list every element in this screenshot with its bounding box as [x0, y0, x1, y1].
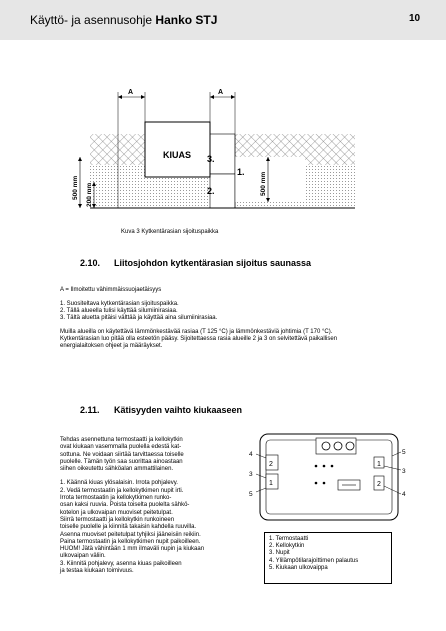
indicator-dot: [315, 465, 318, 468]
zone-2-label: 2.: [207, 186, 215, 196]
dim-500-right-label: 500 mm: [260, 171, 267, 196]
zone-1-area: [235, 157, 305, 202]
dim-a-left-label: A: [128, 89, 134, 96]
zone-1-label: 1.: [237, 167, 245, 177]
callout-3-left: 3: [249, 471, 253, 478]
section-2-11-body: Tehdas asennettuna termostaatti ja kellokytkin ovat kiukaan vasemmalla puolella edestä kat- sottuna. Ne voidaan siirtää tarvittaessa toiselle puolelle. Tämän työn saa suorittaa ainoastaan siihen oikeutettu sähköalan ammattilainen. 1. Käännä kiuas ylösalaisin. Irrota pohjalevy. 2. Vedä termostaatin ja kellokytkimen nupit irti. Irrota termostaatin ja kellokytkimen runko- osan kaksi ruuvia. Poista toiselta puolelta sähkö- kotelon ja ulkovaipan muoviset peitetulpat. Siirrä termostaatti ja kellokytkin runkoineen toiselle puolelle ja kiinnitä takaisin kahdella ruuvilla. Asenna muoviset peitetulpat tyhjiksi jääneisiin reikiin. Paina termostaatin ja kellokytkimen nupit paikoilleen. HUOM! Jätä vähintään 1 mm ilmaväli nupin ja kiukaan ulkovaipan väliin. 3. Kiinnitä pohjalevy, asenna kiuas paikoilleen ja testaa kiukaan toimivuus.: [60, 437, 205, 575]
box-label-1-left: 1: [269, 480, 273, 487]
callout-5-right: 5: [402, 449, 406, 456]
legend-item: 2. Kellokytkin: [269, 543, 305, 550]
figure-caption: Kuva 3 Kytkentärasian sijoituspaikka: [121, 229, 219, 235]
page-number: 10: [409, 13, 421, 24]
legend-item: 5. Kiukaan ulkovaippa: [269, 564, 328, 571]
dim-500-left-label: 500 mm: [72, 175, 79, 200]
section-2-10-body: A = Ilmoitettu vähimmäissuojaetäisyys 1. Suositeltava kytkentärasian sijoituspaikka. 2. Tällä alueella tulisi käyttää silumiinirasiaa. 3. Tältä aluetta pitäisi välttää ja käyttää aina silumiinirasiaa. Muilla alueilla on käytettävä lämmönkestävää rasiaa (T 125 °C) ja lämmönkestäviä johtimia (T 170 °C). Kytkentärasian luo pitää olla esteetön pääsy. Sijoitettaessa rasia alueille 2 ja 3 on selvitettävä paikallisen energialaitoksen ohjeet ja määräykset.: [60, 287, 338, 349]
zone-3-label: 3.: [207, 154, 215, 164]
figure-legend: [264, 532, 392, 584]
callout-3-right: 3: [402, 468, 406, 475]
section-2-10-heading: 2.10. Liitosjohdon kytkentärasian sijoitus saunassa: [80, 258, 312, 268]
callout-4-right: 4: [402, 491, 406, 498]
box-label-1-right: 1: [377, 461, 381, 468]
document-title: Käyttö- ja asennusohje Hanko STJ: [30, 13, 218, 27]
control-panel-diagram: [246, 428, 411, 526]
dim-200-label: 200 mm: [86, 182, 93, 207]
callout-5-left: 5: [249, 491, 253, 498]
box-label-2-right: 2: [377, 481, 381, 488]
callout-4-left: 4: [249, 451, 253, 458]
legend-item: 3. Nupit: [269, 550, 290, 557]
box-label-2-left: 2: [269, 461, 273, 468]
legend-item: 1. Termostaatti: [269, 536, 309, 542]
placement-diagram: [60, 82, 380, 222]
heater-label: KIUAS: [162, 150, 192, 160]
dim-a-right-label: A: [218, 89, 224, 96]
legend-item: 4. Ylilämpötilarajoittimen palautus: [269, 557, 359, 564]
section-2-11-heading: 2.11. Kätisyyden vaihto kiukaaseen: [80, 405, 243, 415]
